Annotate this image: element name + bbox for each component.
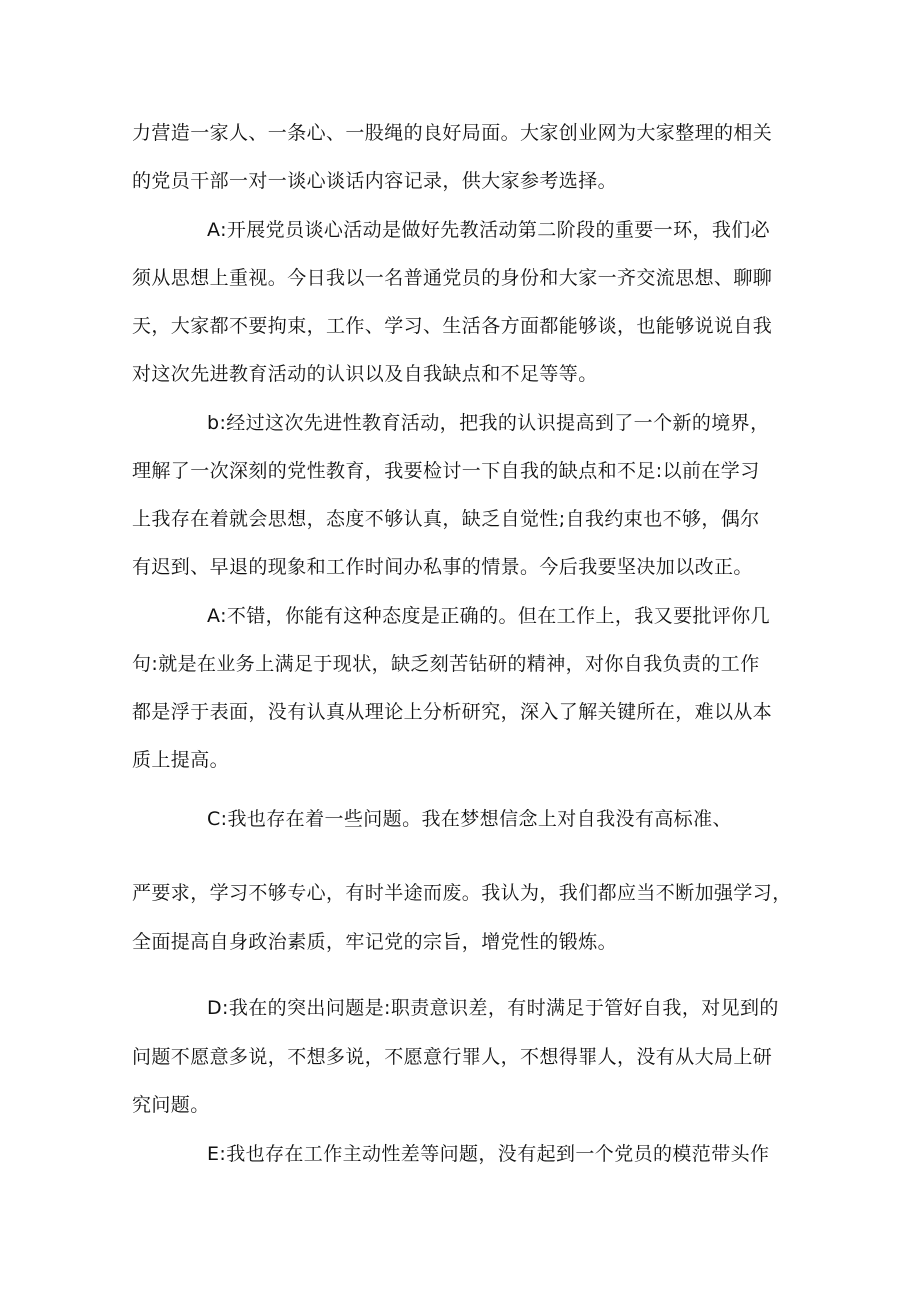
text-line: 句:就是在业务上满足于现状，缺乏刻苦钻研的精神，对你自我负责的工作 xyxy=(132,653,760,675)
text-line: 的党员干部一对一谈心谈话内容记录，供大家参考选择。 xyxy=(132,170,618,192)
text-line: 质上提高。 xyxy=(132,749,230,771)
text-line: 对这次先进教育活动的认识以及自我缺点和不足等等。 xyxy=(132,363,598,385)
text-line: 有迟到、早退的现象和工作时间办私事的情景。今后我要坚决加以改正。 xyxy=(132,556,753,578)
text-line: 理解了一次深刻的党性教育，我要检讨一下自我的缺点和不足:以前在学习 xyxy=(132,460,760,482)
text-line: 究问题。 xyxy=(132,1094,210,1116)
paragraph-d-start: D:我在的突出问题是:职责意识差，有时满足于管好自我，对见到的 xyxy=(207,997,779,1019)
text-line: 须从思想上重视。今日我以一名普通党员的身份和大家一齐交流思想、聊聊 xyxy=(132,267,773,289)
paragraph-a2-start: A:不错，你能有这种态度是正确的。但在工作上，我又要批评你几 xyxy=(207,605,771,627)
text-line: 上我存在着就会思想，态度不够认真，缺乏自觉性;自我约束也不够，偶尔 xyxy=(132,508,760,530)
text-line: 问题不愿意多说，不想多说，不愿意行罪人，不想得罪人，没有从大局上研 xyxy=(132,1046,773,1068)
text-line: 天，大家都不要拘束，工作、学习、生活各方面都能够谈，也能够说说自我 xyxy=(132,315,773,337)
text-line: 全面提高自身政治素质，牢记党的宗旨，增党性的锻炼。 xyxy=(132,931,618,953)
text-line: 都是浮于表面，没有认真从理论上分析研究，深入了解关键所在，难以从本 xyxy=(132,701,773,723)
text-line: 严要求，学习不够专心，有时半途而废。我认为，我们都应当不断加强学习， xyxy=(132,882,792,904)
paragraph-c-start: C:我也存在着一些问题。我在梦想信念上对自我没有高标准、 xyxy=(207,808,732,830)
text-line: 力营造一家人、一条心、一股绳的良好局面。大家创业网为大家整理的相关 xyxy=(132,122,773,144)
paragraph-b-start: b:经过这次先进性教育活动，把我的认识提高到了一个新的境界， xyxy=(207,412,770,434)
paragraph-a-start: A:开展党员谈心活动是做好先教活动第二阶段的重要一环，我们必 xyxy=(207,219,771,241)
paragraph-e-start: E:我也存在工作主动性差等问题，没有起到一个党员的模范带头作 xyxy=(207,1143,770,1165)
